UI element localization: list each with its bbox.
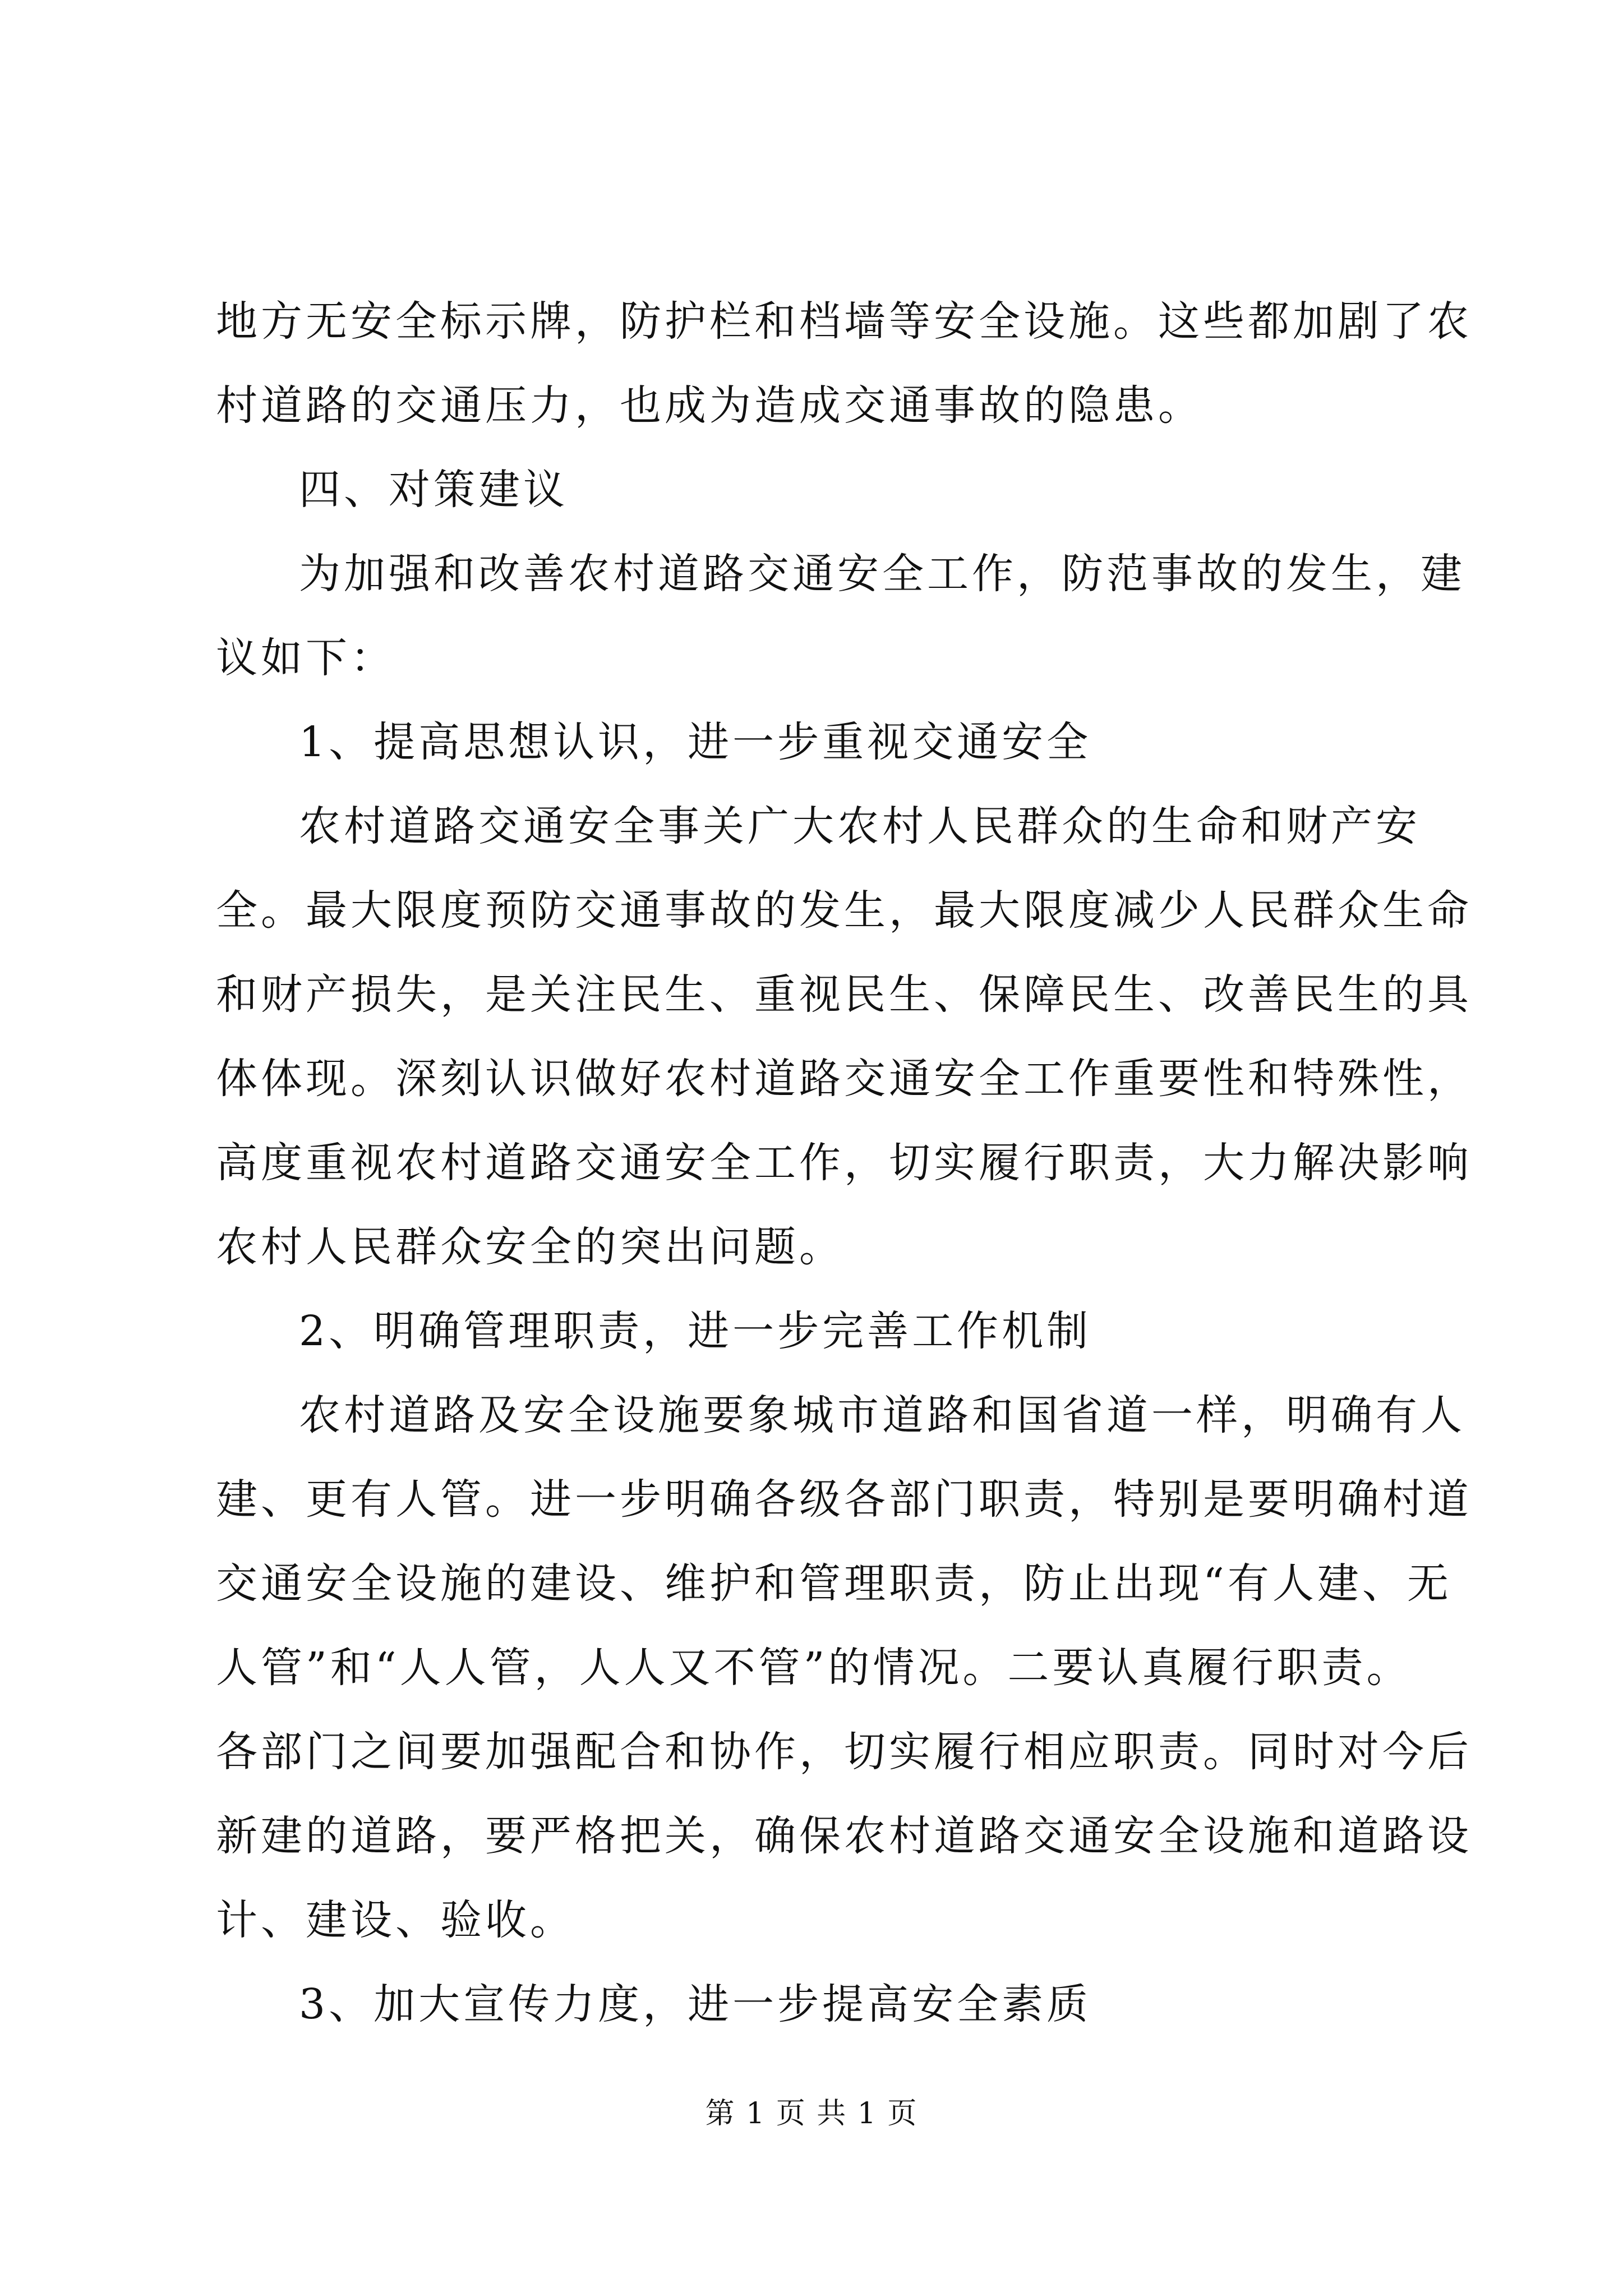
text-line: 为加强和改善农村道路交通安全工作，防范事故的发生，建: [299, 550, 1465, 598]
text-line: 人管”和“人人管，人人又不管”的情况。二要认真履行职责。: [216, 1644, 1412, 1692]
section-heading: 四、对策建议: [299, 466, 568, 514]
text-line: 农村人民群众安全的突出问题。: [216, 1223, 844, 1271]
text-line: 新建的道路，要严格把关，确保农村道路交通安全设施和道路设: [216, 1812, 1472, 1860]
text-line: 计、建设、验收。: [216, 1896, 575, 1944]
text-line: 高度重视农村道路交通安全工作，切实履行职责，大力解决影响: [216, 1139, 1472, 1187]
text-line: 村道路的交通压力，也成为造成交通事故的隐患。: [216, 381, 1203, 430]
text-line: 农村道路及安全设施要象城市道路和国省道一样，明确有人: [299, 1391, 1465, 1439]
subsection-heading: 1、提高思想认识，进一步重视交通安全: [299, 718, 1092, 766]
text-line: 交通安全设施的建设、维护和管理职责，防止出现“有人建、无: [216, 1559, 1452, 1608]
text-line: 各部门之间要加强配合和协作，切实履行相应职责。同时对今后: [216, 1728, 1472, 1776]
text-line: 议如下：: [216, 634, 395, 682]
page-footer: 第 1 页 共 1 页: [705, 2097, 918, 2131]
subsection-heading: 3、加大宣传力度，进一步提高安全素质: [299, 1980, 1092, 2028]
subsection-heading: 2、明确管理职责，进一步完善工作机制: [299, 1307, 1092, 1355]
text-line: 农村道路交通安全事关广大农村人民群众的生命和财产安: [299, 802, 1421, 850]
text-line: 体体现。深刻认识做好农村道路交通安全工作重要性和特殊性，: [216, 1055, 1472, 1103]
text-line: 和财产损失，是关注民生、重视民生、保障民生、改善民生的具: [216, 970, 1472, 1019]
text-line: 全。最大限度预防交通事故的发生，最大限度减少人民群众生命: [216, 886, 1472, 935]
text-line: 地方无安全标示牌，防护栏和档墙等安全设施。这些都加剧了农: [216, 297, 1472, 346]
text-line: 建、更有人管。进一步明确各级各部门职责，特别是要明确村道: [216, 1475, 1472, 1524]
